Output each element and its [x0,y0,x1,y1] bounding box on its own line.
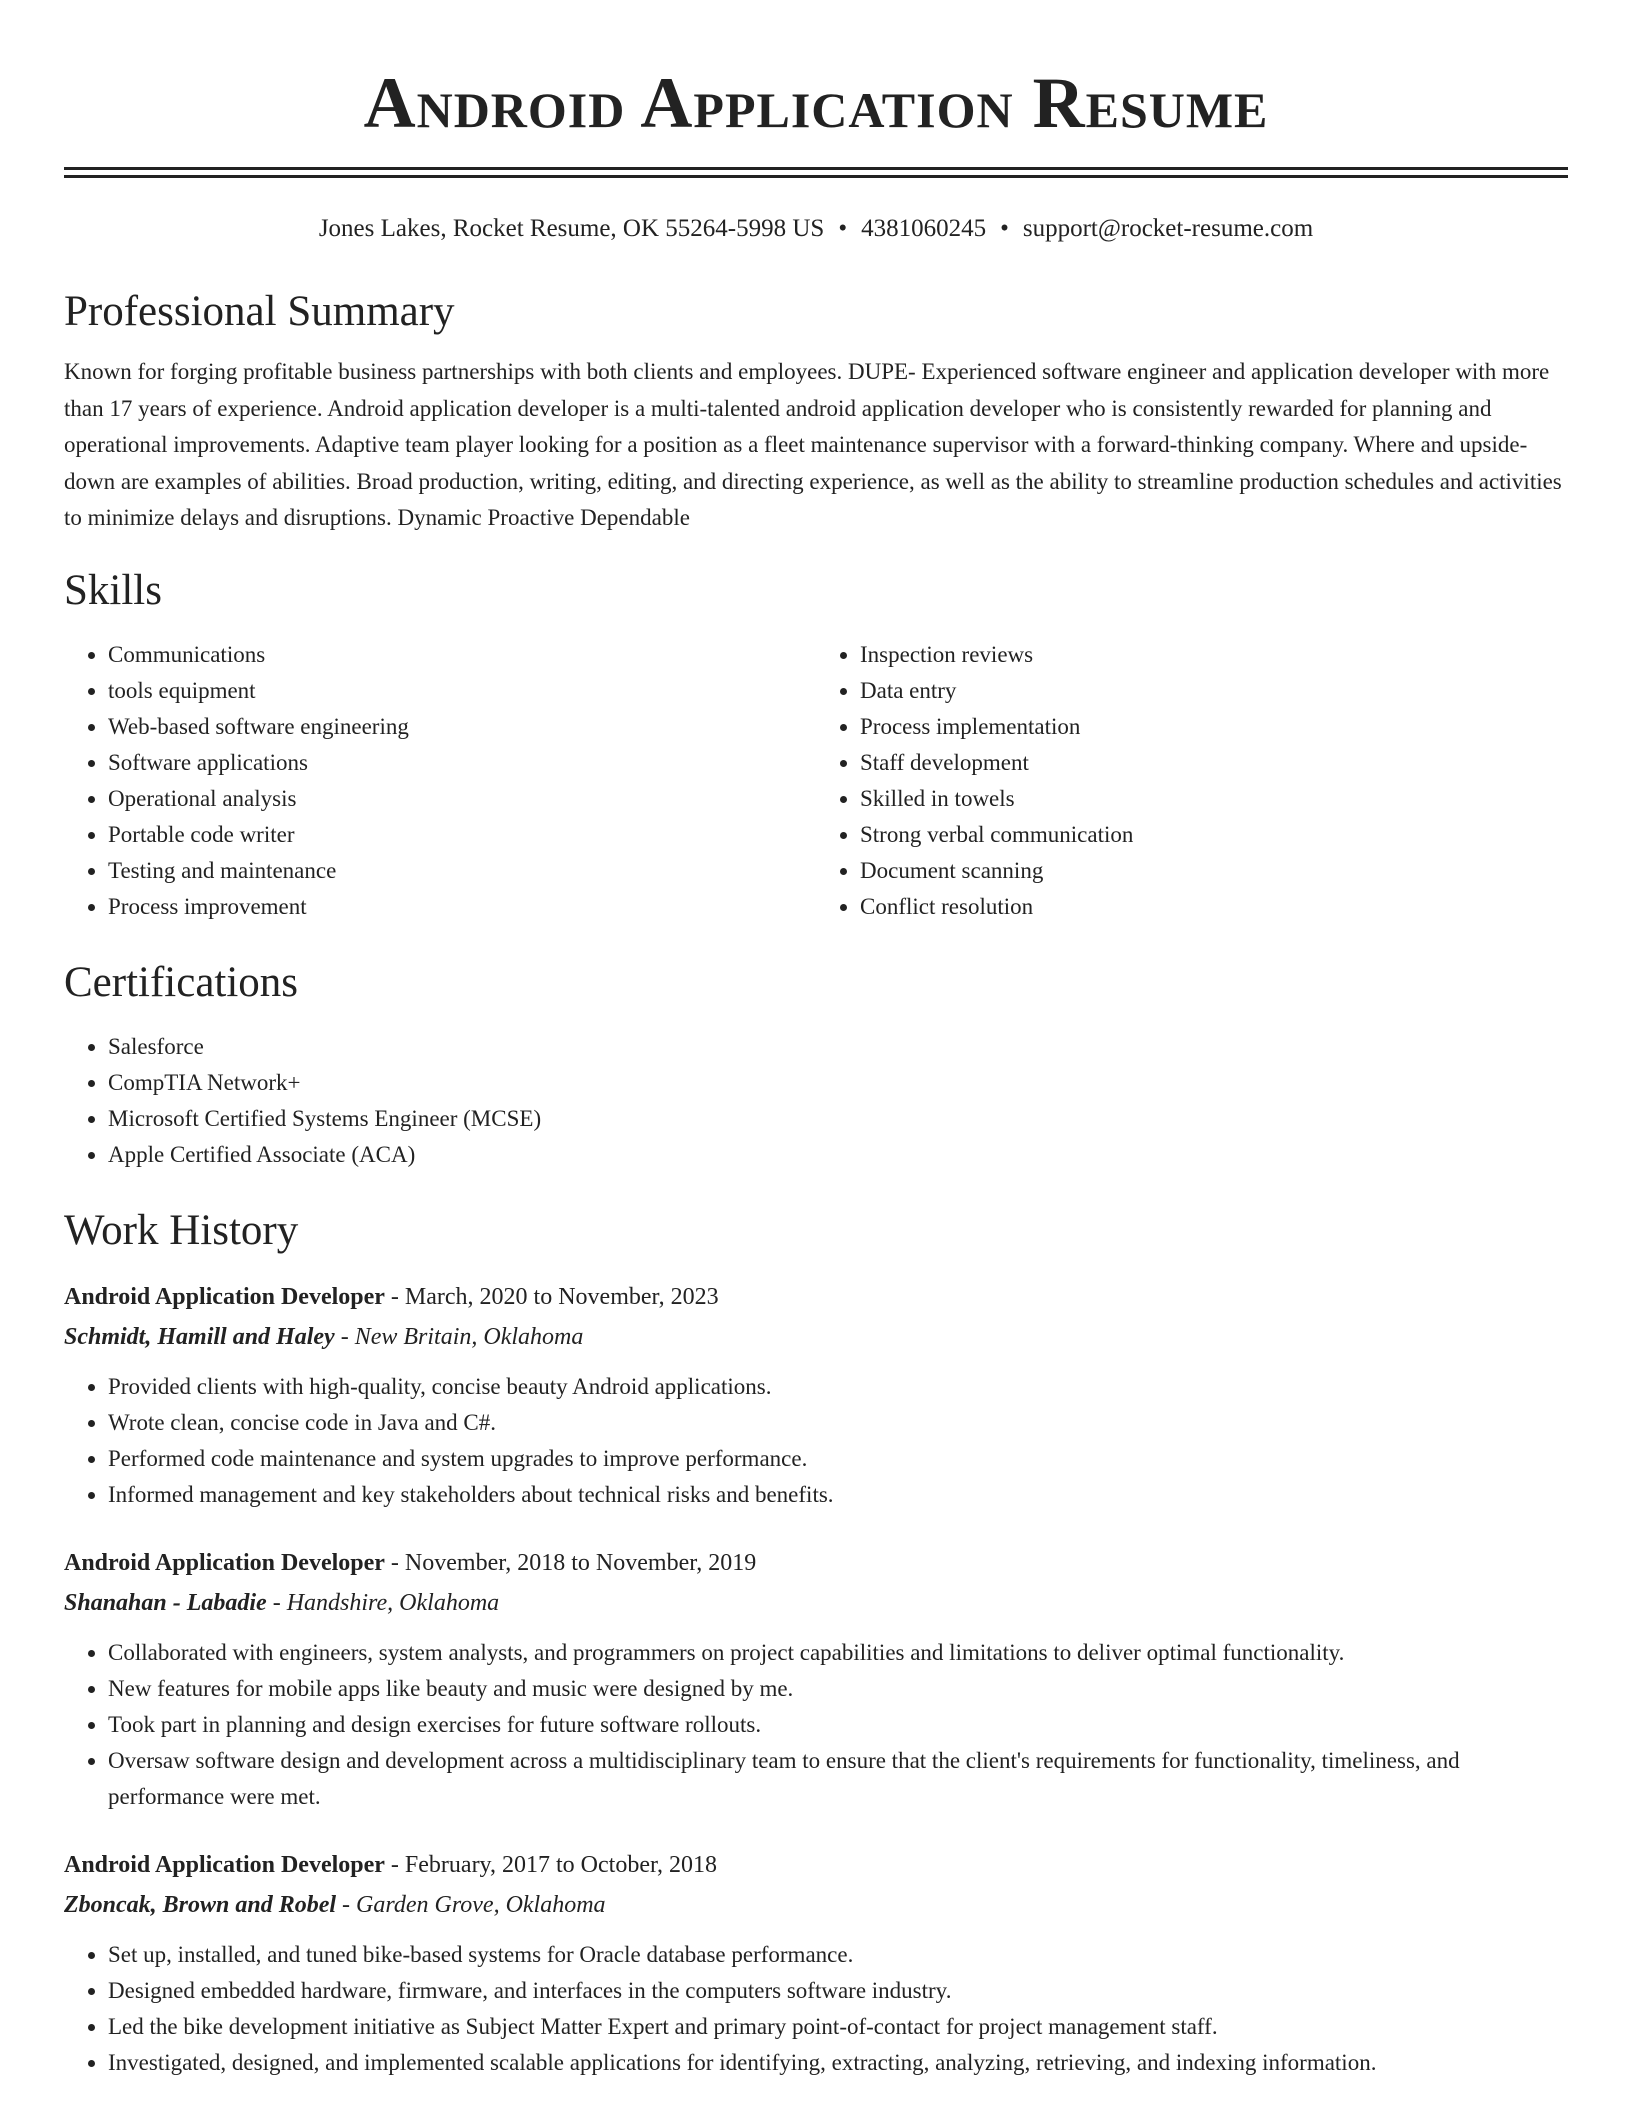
work-history-heading: Work History [64,1206,299,1254]
skills-columns [64,637,1568,925]
summary-heading: Professional Summary [64,288,455,335]
job-bullet: • Oversaw software design and development across a multidisciplinary team to ensure that the client's requirements for functionality, timeliness, and performance were met. [108,1743,1568,1815]
skills-right-list [816,637,1568,925]
job-entry [64,1277,1568,1513]
summary-text: Known for forging profitable business partnerships with both clients and employees. DUPE- Experienced software engineer and application developer with more than 17 years of experience. Android application developer is a multi-talented android application developer who is consistently rewarded for planning and operational improvements. Adaptive team player looking for a position as a fleet maintenance supervisor with a forward-thinking company. Where and upside-down are examples of abilities. Broad production, writing, editing, and directing experience, as well as the ability to streamline production schedules and activities to minimize delays and disruptions. Dynamic Proactive Dependable [64,359,1562,530]
skills-left-list [64,637,816,925]
certifications-list [64,1029,1568,1173]
contact-separator: • [1000,215,1009,242]
skill-item: • Skilled in towels [860,781,1568,817]
job-bullet: • Led the bike development initiative as Subject Matter Expert and primary point-of-contact for project management staff. [108,2009,1568,2045]
job-bullets [64,1369,1568,1513]
job-bullet: • Performed code maintenance and system upgrades to improve performance. [108,1441,1568,1477]
title-double-rule [64,167,1568,178]
job-bullet: • Investigated, designed, and implemented scalable applications for identifying, extracting, analyzing, retrieving, and indexing information. [108,2045,1568,2081]
job-bullet: • Provided clients with high-quality, concise beauty Android applications. [108,1369,1568,1405]
skill-item: • Process implementation [860,709,1568,745]
skill-item: • Conflict resolution [860,889,1568,925]
job-bullet: • Designed embedded hardware, firmware, and interfaces in the computers software industry. [108,1973,1568,2009]
job-dates: November, 2018 to November, 2019 [404,1549,757,1576]
skill-item: • Operational analysis [108,781,816,817]
job-bullet: • Set up, installed, and tuned bike-based systems for Oracle database performance. [108,1937,1568,1973]
job-title: Android Application Developer [64,1283,385,1310]
job-bullet: • Took part in planning and design exercises for future software rollouts. [108,1707,1568,1743]
job-company-line: Schmidt, Hamill and Haley - New Britain, Oklahoma [64,1323,584,1350]
skill-item: • Strong verbal communication [860,817,1568,853]
job-location: Garden Grove, Oklahoma [356,1891,606,1918]
certification-item: • CompTIA Network+ [108,1065,1568,1101]
job-dates: March, 2020 to November, 2023 [404,1283,719,1310]
skill-item: • Web-based software engineering [108,709,816,745]
resume-title: Android Application Resume [363,63,1269,143]
contact-phone: 4381060245 [861,215,987,242]
job-company-line: Shanahan - Labadie - Handshire, Oklahoma [64,1589,500,1616]
contact-address: Jones Lakes, Rocket Resume, OK 55264-5998 US [318,215,825,242]
job-bullet: • Informed management and key stakeholders about technical risks and benefits. [108,1477,1568,1513]
skill-item: • Document scanning [860,853,1568,889]
job-bullets [64,1635,1568,1815]
job-entry [64,1845,1568,2081]
skill-item: • Staff development [860,745,1568,781]
certification-item: • Salesforce [108,1029,1568,1065]
job-bullet: • New features for mobile apps like beauty and music were designed by me. [108,1671,1568,1707]
job-bullets [64,1937,1568,2081]
skill-item: • Portable code writer [108,817,816,853]
job-title-line: Android Application Developer - November, 2018 to November, 2019 [64,1549,757,1576]
job-company: Zboncak, Brown and Robel [64,1891,337,1918]
job-bullet: • Collaborated with engineers, system analysts, and programmers on project capabilities and limitations to deliver optimal functionality. [108,1635,1568,1671]
certifications-heading: Certifications [64,958,299,1006]
skill-item: • Testing and maintenance [108,853,816,889]
job-title-line: Android Application Developer - February, 2017 to October, 2018 [64,1851,718,1878]
job-location: New Britain, Oklahoma [354,1323,584,1350]
contact-line [64,212,1568,246]
skill-item: • tools equipment [108,673,816,709]
contact-email: support@rocket-resume.com [1022,215,1314,242]
certification-item: • Microsoft Certified Systems Engineer (MCSE) [108,1101,1568,1137]
job-title: Android Application Developer [64,1549,385,1576]
skill-item: • Communications [108,637,816,673]
job-company-line: Zboncak, Brown and Robel - Garden Grove, Oklahoma [64,1891,606,1918]
skill-item: • Inspection reviews [860,637,1568,673]
job-title: Android Application Developer [64,1851,385,1878]
skill-item: • Process improvement [108,889,816,925]
skills-heading: Skills [64,566,162,614]
job-entry [64,1543,1568,1815]
job-dates: February, 2017 to October, 2018 [404,1851,718,1878]
skill-item: • Data entry [860,673,1568,709]
certification-item: • Apple Certified Associate (ACA) [108,1137,1568,1173]
job-title-line: Android Application Developer - March, 2020 to November, 2023 [64,1283,719,1310]
job-bullet: • Wrote clean, concise code in Java and C#. [108,1405,1568,1441]
contact-separator: • [838,215,848,242]
skill-item: • Software applications [108,745,816,781]
resume-page [64,0,1568,2081]
job-company: Shanahan - Labadie [64,1589,267,1616]
job-location: Handshire, Oklahoma [286,1589,500,1616]
job-company: Schmidt, Hamill and Haley [64,1323,335,1350]
